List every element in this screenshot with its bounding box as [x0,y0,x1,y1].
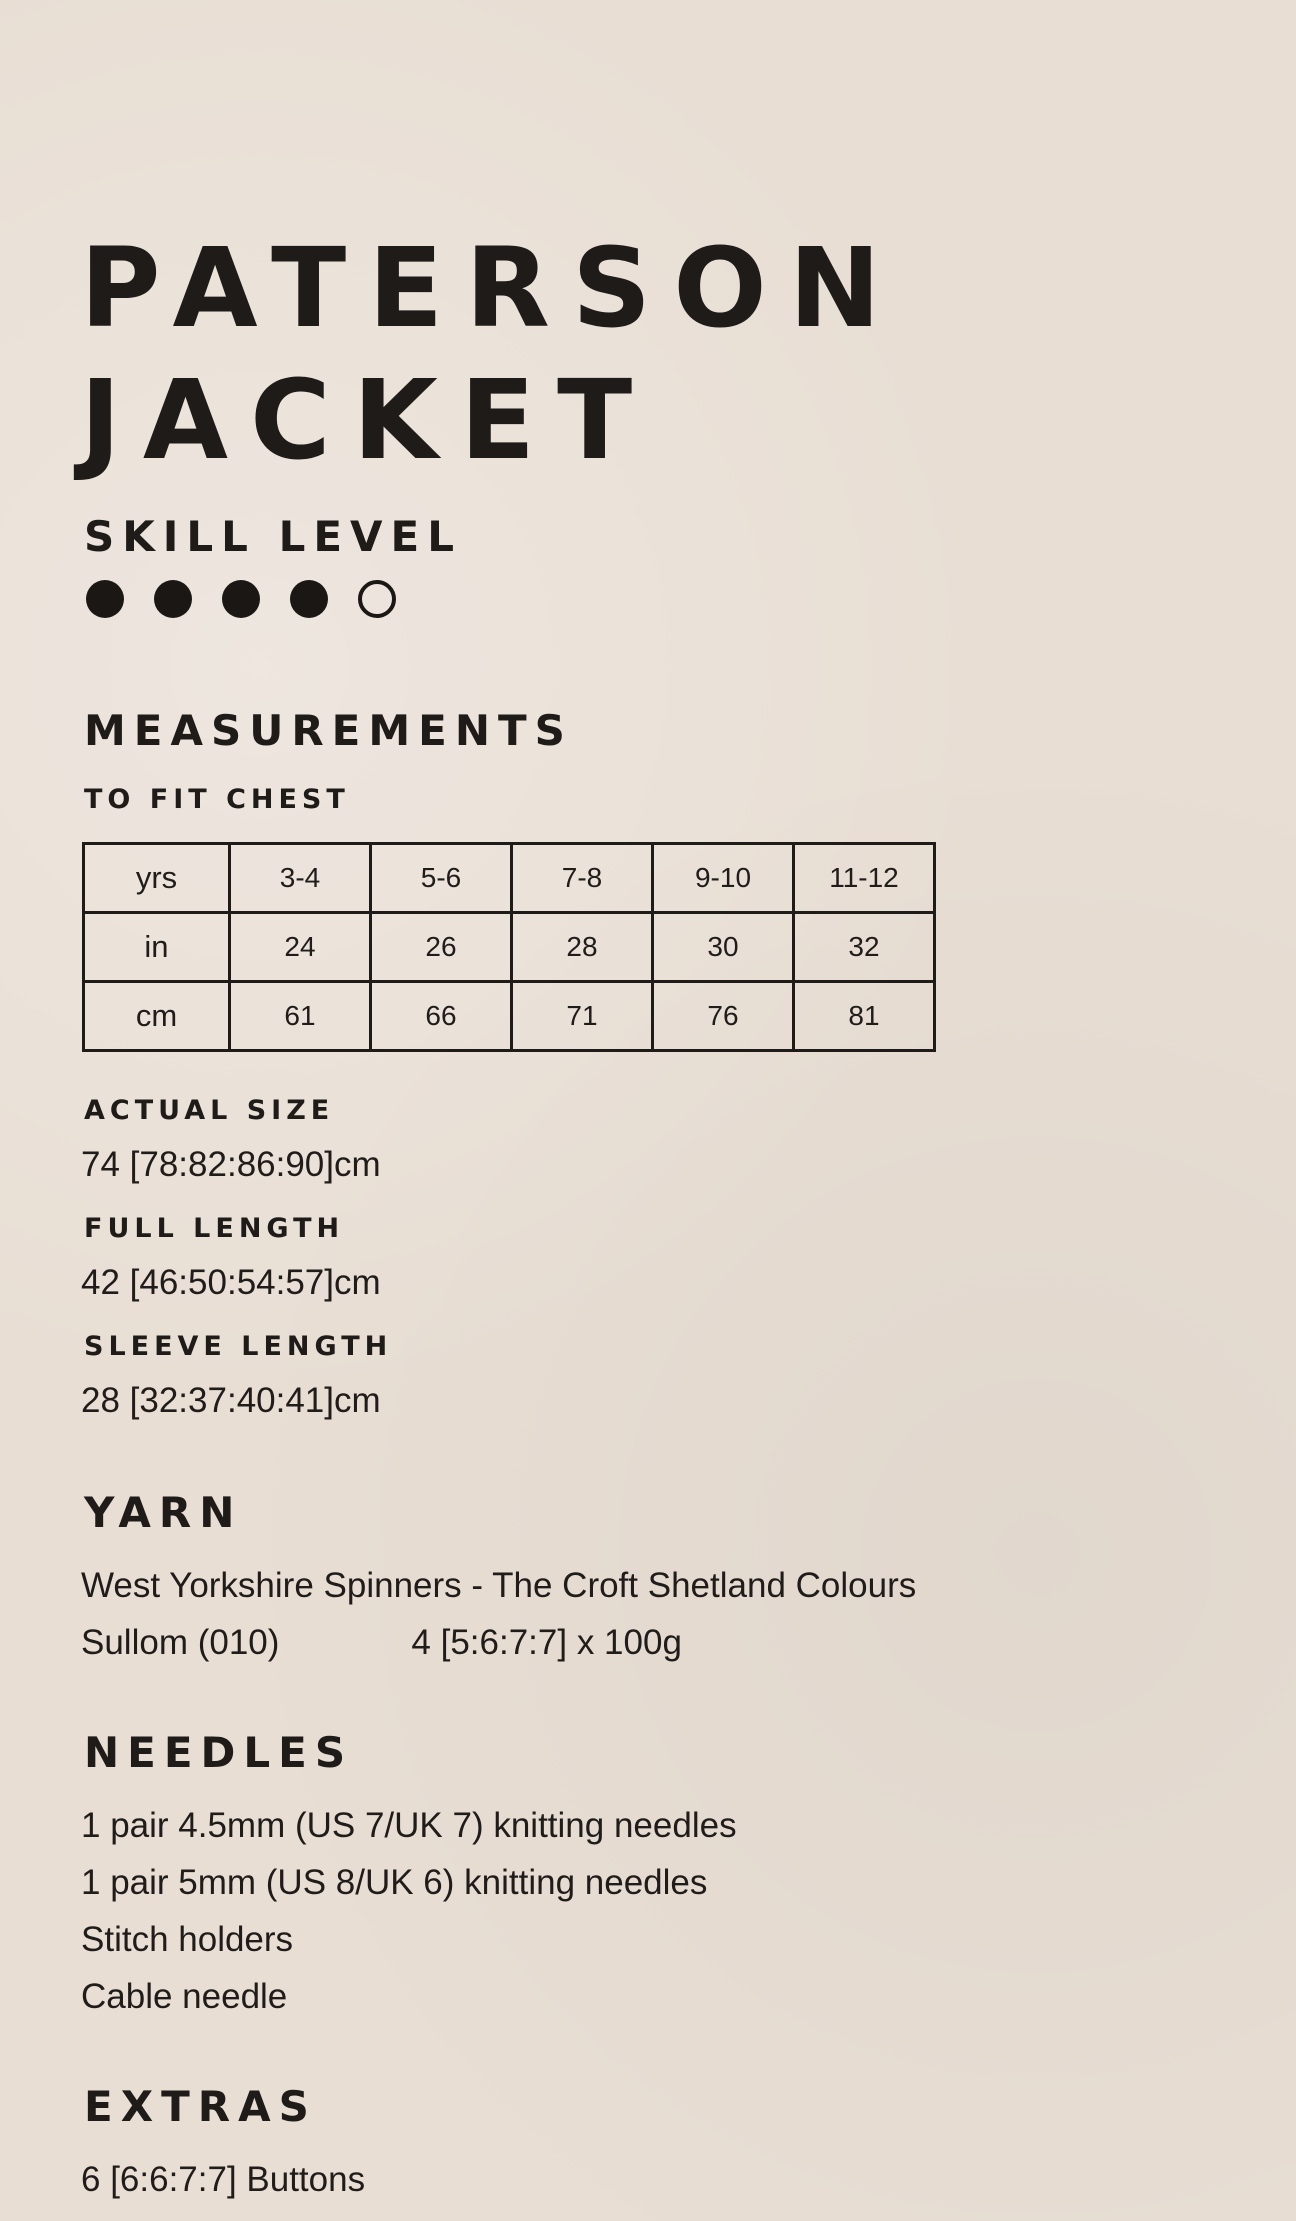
skill-dot-empty-icon [358,580,396,618]
size-table [82,842,936,1052]
table-cell: 3-4 [230,844,371,913]
table-cell: 7-8 [512,844,653,913]
skill-dot-filled-icon [154,580,192,618]
needle-item: 1 pair 5mm (US 8/UK 6) knitting needles [81,1863,708,1902]
table-cell: 81 [794,982,935,1051]
row-label: cm [84,982,230,1051]
table-row [84,844,935,913]
table-row [84,982,935,1051]
table-row [84,913,935,982]
extras-item: 6 [6:6:7:7] Buttons [81,2160,366,2199]
table-cell: 24 [230,913,371,982]
needle-item: Cable needle [81,1977,288,2016]
skill-dot-filled-icon [290,580,328,618]
table-cell: 32 [794,913,935,982]
table-cell: 11-12 [794,844,935,913]
skill-level-heading: SKILL LEVEL [84,512,462,561]
skill-dot-filled-icon [86,580,124,618]
to-fit-chest-label: TO FIT CHEST [84,784,350,815]
yarn-shade-line [81,1622,682,1664]
table-cell: 9-10 [653,844,794,913]
table-cell: 26 [371,913,512,982]
actual-size-label: ACTUAL SIZE [84,1095,335,1126]
yarn-quantity: 4 [5:6:7:7] x 100g [411,1623,682,1662]
table-cell: 61 [230,982,371,1051]
actual-size-value: 74 [78:82:86:90]cm [81,1145,381,1184]
full-length-value: 42 [46:50:54:57]cm [81,1263,381,1302]
table-cell: 76 [653,982,794,1051]
row-label: in [84,913,230,982]
measurements-heading: MEASUREMENTS [84,706,573,755]
table-cell: 30 [653,913,794,982]
needles-heading: NEEDLES [84,1728,354,1777]
table-cell: 71 [512,982,653,1051]
needle-item: 1 pair 4.5mm (US 7/UK 7) knitting needles [81,1806,737,1845]
title-line-1: PATERSON [80,224,903,352]
row-label: yrs [84,844,230,913]
yarn-shade: Sullom (010) [81,1623,280,1662]
full-length-label: FULL LENGTH [84,1213,345,1244]
skill-dot-filled-icon [222,580,260,618]
table-cell: 28 [512,913,653,982]
skill-level-rating [86,580,426,624]
title-line-2: JACKET [80,356,655,484]
yarn-line: West Yorkshire Spinners - The Croft Shetland Colours [81,1566,917,1605]
pattern-title [80,222,903,486]
table-cell: 5-6 [371,844,512,913]
table-cell: 66 [371,982,512,1051]
yarn-heading: YARN [84,1488,243,1537]
sleeve-length-label: SLEEVE LENGTH [84,1331,393,1362]
sleeve-length-value: 28 [32:37:40:41]cm [81,1381,381,1420]
extras-heading: EXTRAS [84,2082,317,2131]
needle-item: Stitch holders [81,1920,294,1959]
